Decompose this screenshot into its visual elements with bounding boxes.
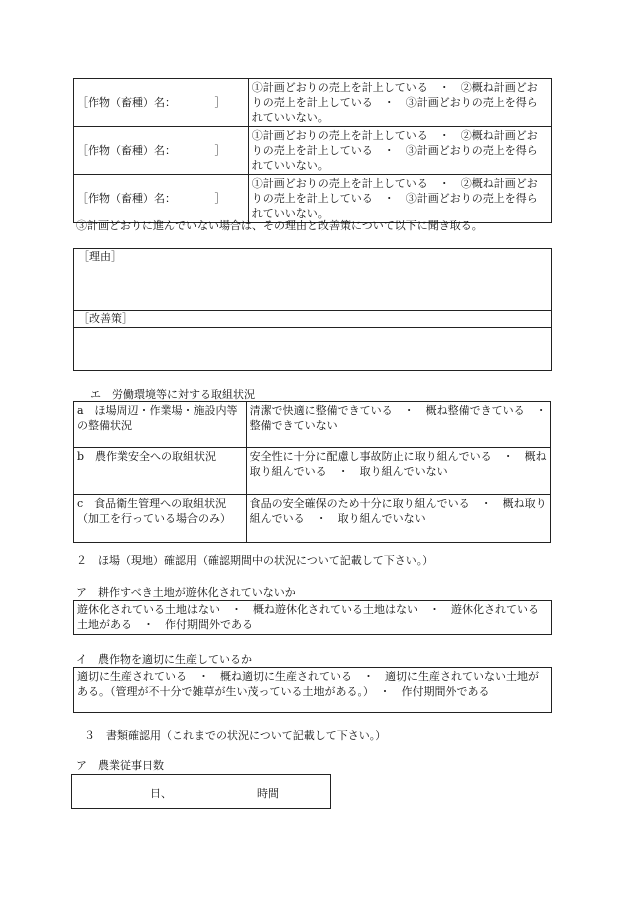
idle-land-options: 遊休化されている土地はない ・ 概ね遊休化されている土地はない ・ 遊休化されている土地がある ・ 作付期間外である (73, 600, 552, 635)
section-2-heading: ２ ほ場（現地）確認用（確認期間中の状況について記載して下さい。） (76, 554, 434, 567)
hour-unit: 時間 (257, 787, 279, 800)
idle-land-heading: ア 耕作すべき土地が遊休化されていないか (76, 586, 296, 599)
crop-name-cell: ［作物（畜種）名： ］ (74, 79, 249, 127)
table-row (74, 448, 551, 495)
production-options: 適切に生産されている ・ 概ね適切に生産されている ・ 適切に生産されていない土地がある。（管理が不十分で雑草が生い茂っている土地がある。） ・ 作付期間外である (73, 667, 552, 713)
reason-field[interactable] (78, 267, 546, 309)
crop-status-cell: ①計画どおりの売上を計上している ・ ②概ね計画どおりの売上を計上している ・ ③計画どおりの売上を得られていいない。 (248, 127, 551, 175)
table-row (74, 402, 551, 448)
production-heading: イ 農作物を適切に生産しているか (76, 653, 252, 666)
crop-status-cell: ①計画どおりの売上を計上している ・ ②概ね計画どおりの売上を計上している ・ ③計画どおりの売上を得られていいない。 (248, 79, 551, 127)
crop-name-cell: ［作物（畜種）名： ］ (74, 175, 249, 223)
divider (74, 327, 551, 328)
table-row (74, 495, 551, 543)
reason-improvement-box (73, 248, 552, 371)
labor-status-cell: 清潔で快適に整備できている ・ 概ね整備できている ・ 整備できていない (246, 402, 550, 448)
reason-label: ［理由］ (78, 250, 122, 263)
table-row (74, 79, 552, 127)
work-days-field[interactable] (71, 774, 331, 809)
divider (74, 310, 551, 311)
note-text: ③計画どおりに進んでいない場合は、その理由と改善策について以下に聞き取る。 (76, 219, 483, 232)
improvement-label: ［改善策］ (78, 312, 133, 325)
crop-status-table (73, 78, 552, 223)
labor-status-cell: 安全性に十分に配慮し事故防止に取り組んでいる ・ 概ね取り組んでいる ・ 取り組んでいない (246, 448, 550, 495)
labor-table (73, 401, 558, 543)
section-3-heading: ３ 書類確認用（これまでの状況について記載して下さい。） (84, 729, 387, 742)
labor-item-cell: c 食品衛生管理への取組状況（加工を行っている場合のみ） (74, 495, 247, 543)
crop-status-cell: ①計画どおりの売上を計上している ・ ②概ね計画どおりの売上を計上している ・ ③計画どおりの売上を得られていいない。 (248, 175, 551, 223)
table-row (74, 127, 552, 175)
labor-item-cell: b 農作業安全への取組状況 (74, 448, 247, 495)
crop-name-cell: ［作物（畜種）名： ］ (74, 127, 249, 175)
labor-status-cell: 食品の安全確保のため十分に取り組んでいる ・ 概ね取り組んでいる ・ 取り組んでいない (246, 495, 550, 543)
improvement-field[interactable] (78, 329, 546, 367)
labor-heading: エ 労働環境等に対する取組状況 (90, 388, 255, 401)
work-days-heading: ア 農業従事日数 (76, 759, 164, 772)
day-unit: 日、 (150, 787, 172, 800)
table-row (74, 175, 552, 223)
labor-item-cell: a ほ場周辺・作業場・施設内等の整備状況 (74, 402, 247, 448)
